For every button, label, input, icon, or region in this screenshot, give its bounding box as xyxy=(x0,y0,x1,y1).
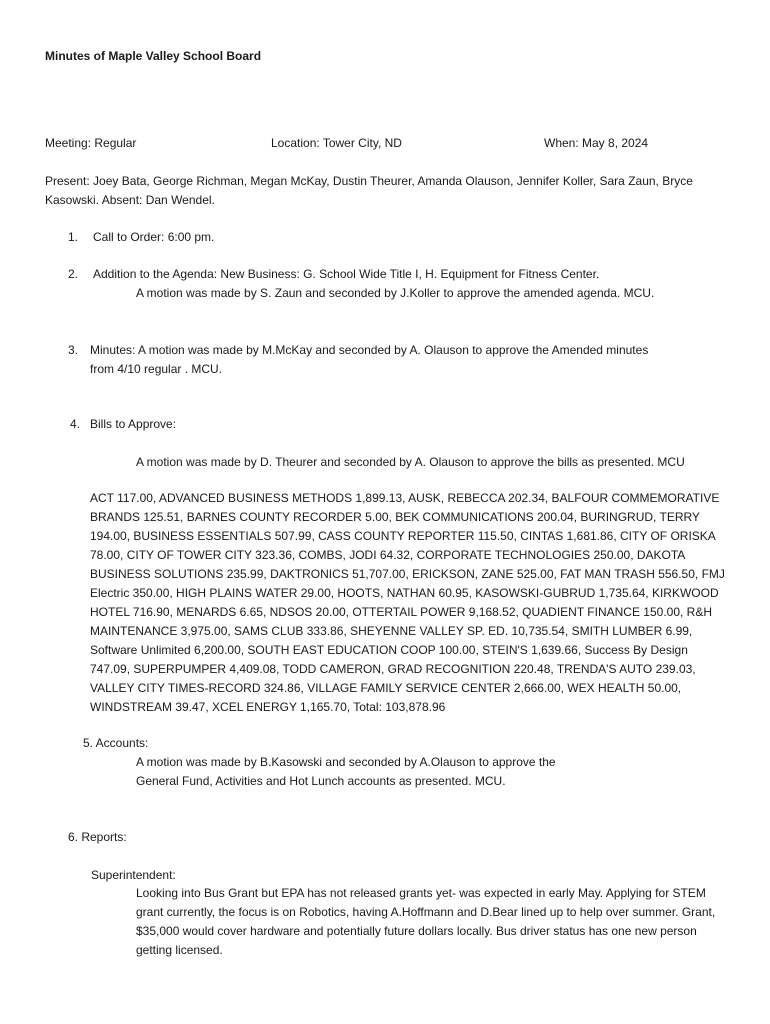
minutes-motion-line2: from 4/10 regular . MCU. xyxy=(90,362,223,376)
meeting-location: Location: Tower City, ND xyxy=(271,136,402,150)
minutes-motion-line1: Minutes: A motion was made by M.McKay and seconded by A. Olauson to approve the Amended minutes xyxy=(90,343,649,357)
call-to-order: Call to Order: 6:00 pm. xyxy=(93,230,215,244)
superintendent-report: Looking into Bus Grant but EPA has not released grants yet- was expected in early May. Applying for STEM grant currently, the focus is on Robotics, having A.Hoffmann and D.Bear lined up to help over summer. Grant, $35,000 would cover hardware and potentially future dollars locally. Bus driver status has one new person getting licensed. xyxy=(136,886,716,957)
superintendent-label: Superintendent: xyxy=(91,868,176,882)
item-number-3: 3. xyxy=(68,343,79,357)
accounts-label: 5. Accounts: xyxy=(83,736,149,750)
attendance: Present: Joey Bata, George Richman, Megan McKay, Dustin Theurer, Amanda Olauson, Jennifer Koller, Sara Zaun, Bryce Kasowski. Absent: Dan Wendel. xyxy=(45,174,693,207)
bills-motion: A motion was made by D. Theurer and seconded by A. Olauson to approve the bills as presented. MCU xyxy=(136,455,685,469)
item-number-4: 4. xyxy=(70,417,81,431)
meeting-type: Meeting: Regular xyxy=(45,136,137,150)
document-title: Minutes of Maple Valley School Board xyxy=(45,49,262,63)
item-number-2: 2. xyxy=(68,267,79,281)
item-number-1: 1. xyxy=(68,230,79,244)
meeting-date: When: May 8, 2024 xyxy=(544,136,649,150)
bills-list: ACT 117.00, ADVANCED BUSINESS METHODS 1,899.13, AUSK, REBECCA 202.34, BALFOUR COMMEMORATIVE BRANDS 125.51, BARNES COUNTY RECORDER 5.00, BEK COMMUNICATIONS 200.04, BURINGRUD, TERRY 194.00, BUSINESS ESSENTIALS 507.99, CASS COUNTY REPORTER 115.50, CINTAS 1,681.86, CITY OF ORISKA 78.00, CITY OF TOWER CITY 323.36, COMBS, JODI 64.32, CORPORATE TECHNOLOGIES 250.00, DAKOTA BUSINESS SOLUTIONS 235.99, DAKTRONICS 51,707.00, ERICKSON, ZANE 525.00, FAT MAN TRASH 556.50, FMJ Electric 350.00, HIGH PLAINS WATER 29.00, HOOTS, NATHAN 60.95, KASOWSKI-GUBRUD 1,735.64, KIRKWOOD HOTEL 716.90, MENARDS 6.65, NDSOS 20.00, OTTERTAIL POWER 9,168.52, QUADIENT FINANCE 150.00, R&H MAINTENANCE 3,975.00, SAMS CLUB 333.86, SHEYENNE VALLEY SP. ED. 10,735.54, SMITH LUMBER 6.99, Software Unlimited 6,200.00, SOUTH EAST EDUCATION COOP 100.00, STEIN'S 1,639.66, Success By Design 747.09, SUPERPUMPER 4,409.08, TODD CAMERON, GRAD RECOGNITION 220.48, TRENDA'S AUTO 239.03, VALLEY CITY TIMES-RECORD 324.86, VILLAGE FAMILY SERVICE CENTER 2,666.00, WEX HEALTH 50.00, WINDSTREAM 39.47, XCEL ENERGY 1,165.70, Total: 103,878.96 xyxy=(90,491,725,714)
accounts-motion-line1: A motion was made by B.Kasowski and seconded by A.Olauson to approve the xyxy=(136,755,556,769)
agenda-motion: A motion was made by S. Zaun and seconded by J.Koller to approve the amended agenda. MCU. xyxy=(136,286,655,300)
accounts-motion-line2: General Fund, Activities and Hot Lunch accounts as presented. MCU. xyxy=(136,774,506,788)
agenda-addition: Addition to the Agenda: New Business: G. School Wide Title I, H. Equipment for Fitness Center. xyxy=(93,267,600,281)
bills-label: Bills to Approve: xyxy=(90,417,177,431)
reports-label: 6. Reports: xyxy=(68,830,127,844)
